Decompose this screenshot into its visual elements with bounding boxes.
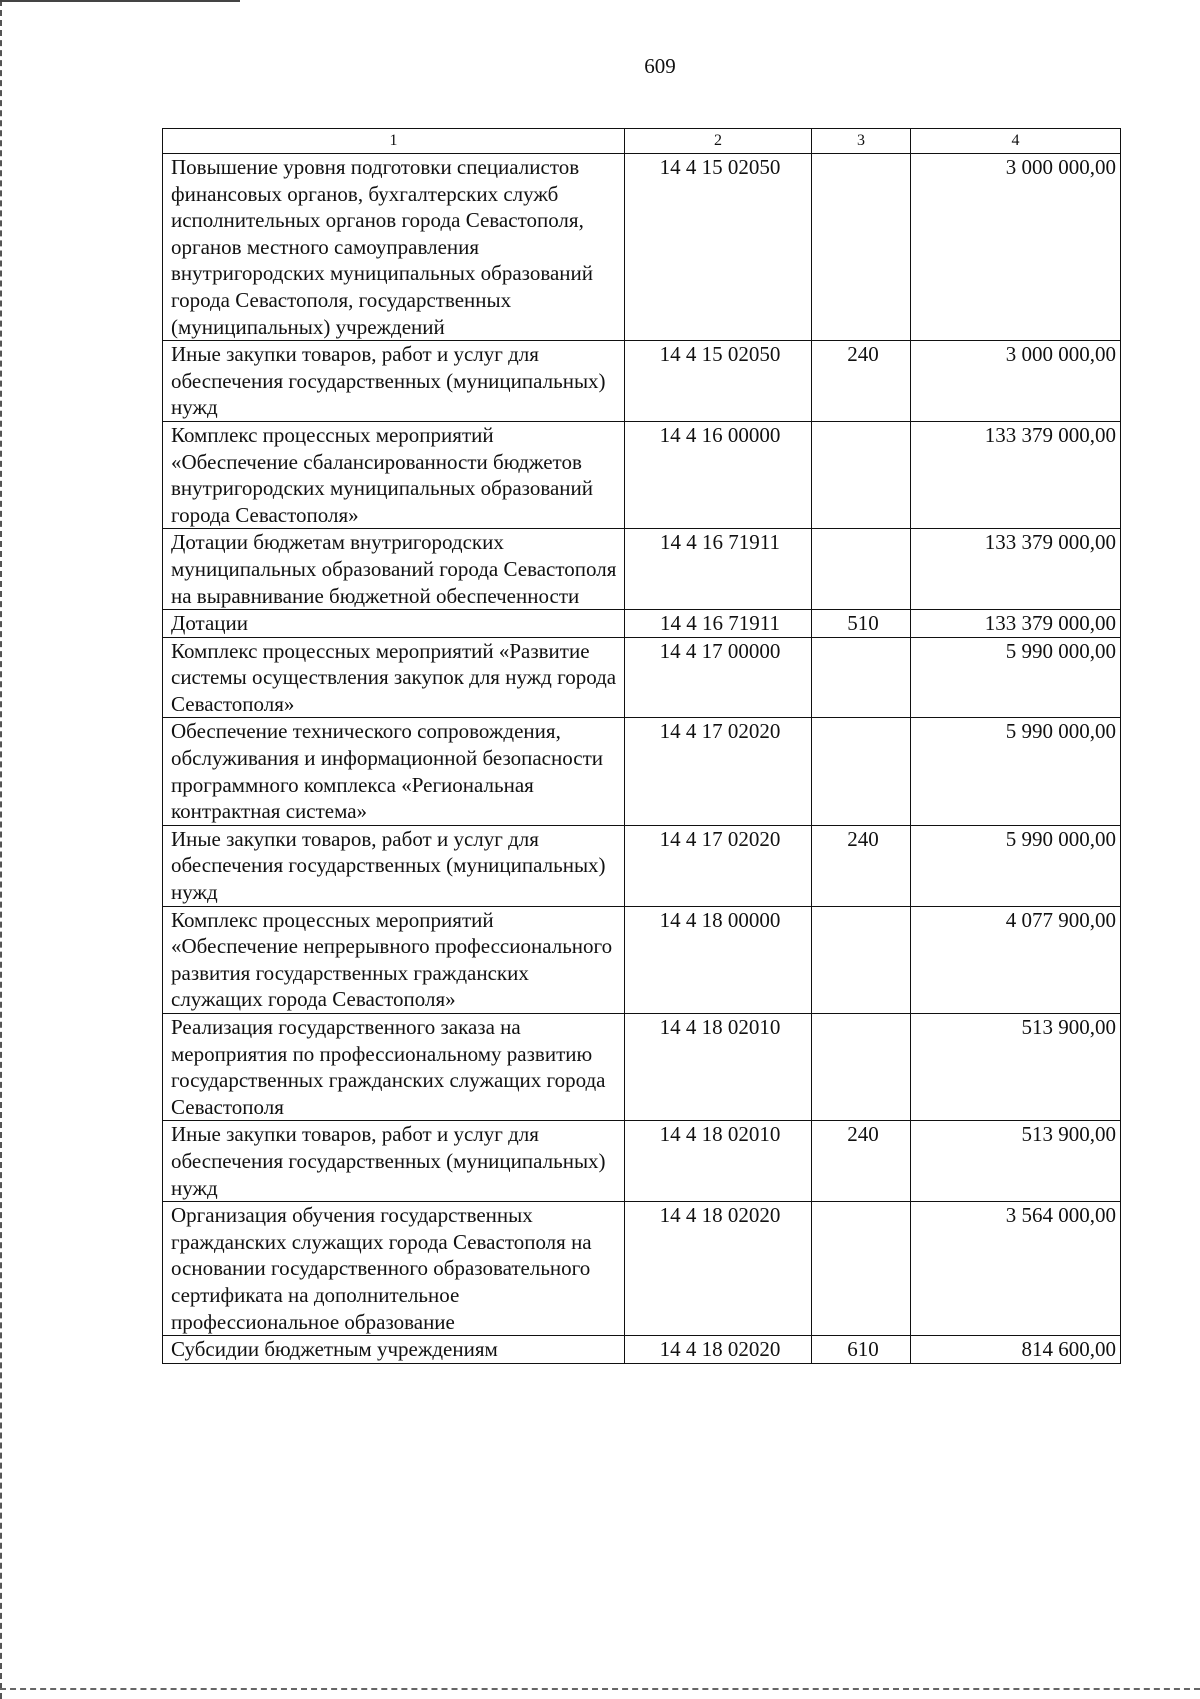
table-row — [163, 1202, 1121, 1336]
row-type — [812, 154, 911, 341]
row-code: 14 4 17 00000 — [625, 637, 812, 718]
table-row — [163, 718, 1121, 825]
row-code: 14 4 16 71911 — [625, 610, 812, 638]
row-type: 610 — [812, 1336, 911, 1364]
row-type — [812, 1014, 911, 1121]
header-row — [163, 129, 1121, 154]
row-code: 14 4 17 02020 — [625, 825, 812, 906]
table-row — [163, 610, 1121, 638]
row-sum: 3 000 000,00 — [911, 341, 1121, 422]
scan-left-edge — [0, 0, 5, 1699]
header-col-2: 2 — [625, 129, 812, 154]
table-row — [163, 1014, 1121, 1121]
table-row — [163, 1336, 1121, 1364]
row-name: Обеспечение технического сопровождения, обслуживания и информационной безопасности программного комплекса «Региональная контрактная система» — [163, 718, 625, 825]
row-code: 14 4 18 02010 — [625, 1121, 812, 1202]
row-name: Организация обучения государственных гражданских служащих города Севастополя на основании государственного образовательного сертификата на дополнительное профессиональное образование — [163, 1202, 625, 1336]
row-type — [812, 1202, 911, 1336]
row-type: 240 — [812, 1121, 911, 1202]
row-sum: 133 379 000,00 — [911, 421, 1121, 528]
row-type — [812, 718, 911, 825]
budget-table — [162, 128, 1121, 1364]
row-sum: 133 379 000,00 — [911, 529, 1121, 610]
row-type: 510 — [812, 610, 911, 638]
row-name: Комплекс процессных мероприятий «Обеспечение сбалансированности бюджетов внутригородских муниципальных образований города Севастополя» — [163, 421, 625, 528]
scan-top-edge — [0, 0, 240, 2]
row-sum: 3 000 000,00 — [911, 154, 1121, 341]
row-name: Дотации — [163, 610, 625, 638]
row-type — [812, 906, 911, 1013]
row-code: 14 4 16 71911 — [625, 529, 812, 610]
table-row — [163, 154, 1121, 341]
table-row — [163, 341, 1121, 422]
row-name: Субсидии бюджетным учреждениям — [163, 1336, 625, 1364]
row-type — [812, 421, 911, 528]
row-code: 14 4 18 02010 — [625, 1014, 812, 1121]
row-name: Реализация государственного заказа на мероприятия по профессиональному развитию государственных гражданских служащих города Севастополя — [163, 1014, 625, 1121]
scan-bottom-edge — [0, 1688, 1200, 1692]
row-code: 14 4 18 02020 — [625, 1336, 812, 1364]
row-name: Повышение уровня подготовки специалистов финансовых органов, бухгалтерских служб исполнительных органов города Севастополя, органов местного самоуправления внутригородских муниципальных образований города Севастополя, государственных (муниципальных) учреждений — [163, 154, 625, 341]
row-name: Дотации бюджетам внутригородских муниципальных образований города Севастополя на выравнивание бюджетной обеспеченности — [163, 529, 625, 610]
row-name: Иные закупки товаров, работ и услуг для обеспечения государственных (муниципальных) нужд — [163, 825, 625, 906]
table-row — [163, 1121, 1121, 1202]
page-number: 609 — [644, 54, 676, 78]
table-row — [163, 637, 1121, 718]
row-code: 14 4 18 00000 — [625, 906, 812, 1013]
row-sum: 5 990 000,00 — [911, 637, 1121, 718]
table-row — [163, 825, 1121, 906]
row-type: 240 — [812, 825, 911, 906]
row-code: 14 4 17 02020 — [625, 718, 812, 825]
row-sum: 133 379 000,00 — [911, 610, 1121, 638]
table-row — [163, 421, 1121, 528]
row-sum: 3 564 000,00 — [911, 1202, 1121, 1336]
row-sum: 513 900,00 — [911, 1014, 1121, 1121]
row-sum: 513 900,00 — [911, 1121, 1121, 1202]
header-col-4: 4 — [911, 129, 1121, 154]
row-sum: 5 990 000,00 — [911, 718, 1121, 825]
row-sum: 814 600,00 — [911, 1336, 1121, 1364]
row-sum: 5 990 000,00 — [911, 825, 1121, 906]
row-type — [812, 529, 911, 610]
header-col-1: 1 — [163, 129, 625, 154]
row-name: Иные закупки товаров, работ и услуг для обеспечения государственных (муниципальных) нужд — [163, 341, 625, 422]
row-name: Комплекс процессных мероприятий «Развитие системы осуществления закупок для нужд города Севастополя» — [163, 637, 625, 718]
row-code: 14 4 16 00000 — [625, 421, 812, 528]
table-row — [163, 906, 1121, 1013]
row-sum: 4 077 900,00 — [911, 906, 1121, 1013]
row-code: 14 4 15 02050 — [625, 154, 812, 341]
row-name: Иные закупки товаров, работ и услуг для обеспечения государственных (муниципальных) нужд — [163, 1121, 625, 1202]
header-col-3: 3 — [812, 129, 911, 154]
row-type — [812, 637, 911, 718]
row-name: Комплекс процессных мероприятий «Обеспечение непрерывного профессионального развития государственных гражданских служащих города Севастополя» — [163, 906, 625, 1013]
table-row — [163, 529, 1121, 610]
row-code: 14 4 18 02020 — [625, 1202, 812, 1336]
row-type: 240 — [812, 341, 911, 422]
row-code: 14 4 15 02050 — [625, 341, 812, 422]
